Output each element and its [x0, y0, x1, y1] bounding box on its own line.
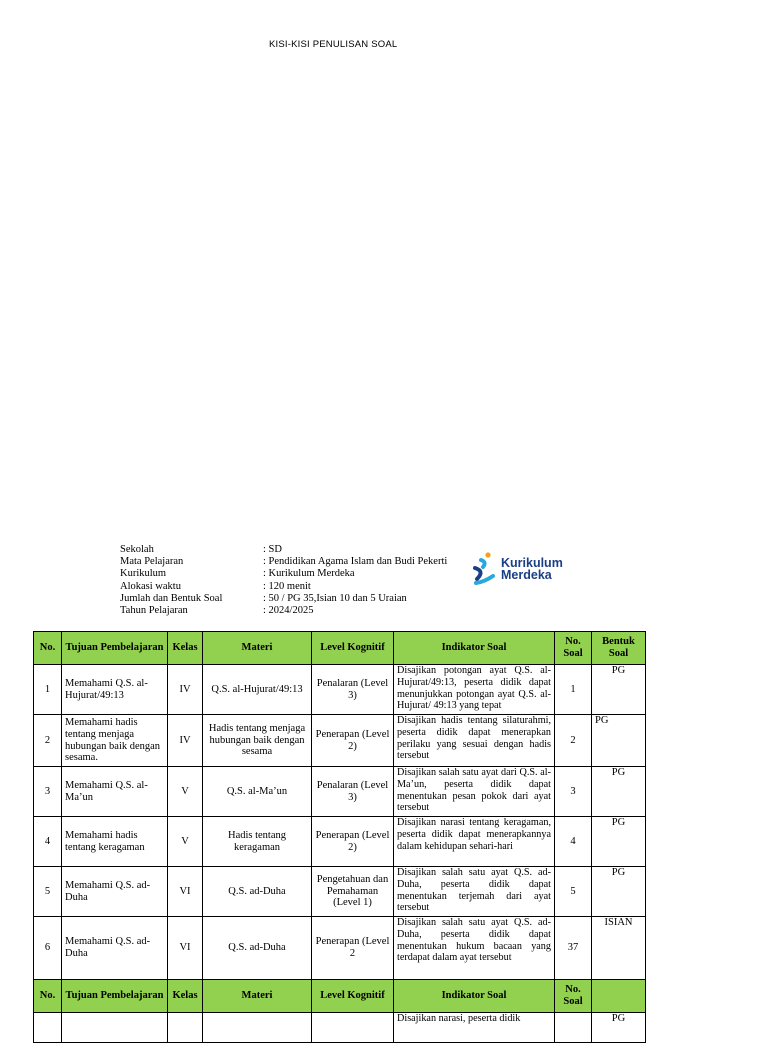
- cell-no-soal: 2: [555, 715, 592, 767]
- cell-materi: Q.S. ad-Duha: [203, 867, 312, 917]
- table-row: [34, 867, 646, 917]
- cell-level: Penalaran (Level 3): [312, 665, 394, 715]
- table-header-row: [34, 632, 646, 665]
- info-label: Sekolah: [120, 544, 154, 555]
- table-row: [34, 767, 646, 817]
- cell-bentuk: PG: [592, 665, 646, 715]
- cell-indikator: Disajikan narasi tentang keragaman, peserta didik dapat menerapkannya dalam kehidupan sehari-hari: [394, 817, 555, 867]
- cell-level: Penerapan (Level 2: [312, 917, 394, 980]
- cell-bentuk: PG: [592, 767, 646, 817]
- cell-tujuan: Memahami Q.S. al-Hujurat/49:13: [62, 665, 168, 715]
- table-row: [34, 917, 646, 980]
- cell-no: [34, 1013, 62, 1043]
- table-row: [34, 715, 646, 767]
- logo-line-merdeka: Merdeka: [501, 568, 552, 582]
- cell-level: [312, 1013, 394, 1043]
- cell-indikator: Disajikan hadis tentang silaturahmi, peserta didik dapat menerapkan perilaku yang sesuai dengan hadis tersebut: [394, 715, 555, 767]
- cell-materi: Q.S. al-Hujurat/49:13: [203, 665, 312, 715]
- cell-materi: Hadis tentang menjaga hubungan baik dengan sesama: [203, 715, 312, 767]
- cell-bentuk: PG: [592, 1013, 646, 1043]
- cell-no-soal: 5: [555, 867, 592, 917]
- cell-kelas: VI: [168, 867, 203, 917]
- cell-no: 2: [34, 715, 62, 767]
- info-value: : 2024/2025: [263, 605, 314, 617]
- header-bentuk: Bentuk Soal: [592, 632, 646, 665]
- cell-no: 3: [34, 767, 62, 817]
- cell-level: Pengetahuan dan Pemahaman (Level 1): [312, 867, 394, 917]
- cell-tujuan: Memahami Q.S. al-Ma’un: [62, 767, 168, 817]
- cell-tujuan: Memahami Q.S. ad-Duha: [62, 867, 168, 917]
- cell-indikator: Disajikan salah satu ayat dari Q.S. al-Ma’un, peserta didik dapat menentukan pesan pokok dari ayat tersebut: [394, 767, 555, 817]
- info-row-sekolah: [120, 544, 447, 556]
- info-label: Tahun Pelajaran: [120, 605, 188, 617]
- info-value: : Kurikulum Merdeka: [263, 568, 355, 580]
- logo-wordmark: [501, 557, 563, 582]
- cell-indikator: Disajikan potongan ayat Q.S. al-Hujurat/49:13, peserta didik dapat menunjukkan potongan ayat Q.S. al-Hujurat/ 49:13 yang tepat: [394, 665, 555, 715]
- info-value: : 50 / PG 35,Isian 10 dan 5 Uraian: [263, 592, 407, 604]
- header-level: Level Kognitif: [312, 632, 394, 665]
- cell-materi: Hadis tentang keragaman: [203, 817, 312, 867]
- cell-no: 6: [34, 917, 62, 980]
- cell-indikator: Disajikan narasi, peserta didik: [394, 1013, 555, 1043]
- cell-materi: Q.S. ad-Duha: [203, 917, 312, 980]
- header-no-soal: No. Soal: [555, 632, 592, 665]
- header-no: No.: [34, 632, 62, 665]
- info-row-alokasi-waktu: [120, 581, 447, 593]
- table-row-partial: [34, 1013, 646, 1043]
- cell-no: 5: [34, 867, 62, 917]
- header-kelas: Kelas: [168, 632, 203, 665]
- cell-tujuan: [62, 1013, 168, 1043]
- cell-no-soal: 1: [555, 665, 592, 715]
- info-label: Alokasi waktu: [120, 580, 181, 592]
- info-value: : Pendidikan Agama Islam dan Budi Pekerti: [263, 556, 448, 568]
- cell-level: Penerapan (Level 2): [312, 715, 394, 767]
- cell-no: 1: [34, 665, 62, 715]
- cell-level: Penalaran (Level 3): [312, 767, 394, 817]
- header-level: Level Kognitif: [312, 980, 394, 1013]
- info-value: : 120 menit: [263, 580, 311, 592]
- cell-tujuan: Memahami Q.S. ad-Duha: [62, 917, 168, 980]
- header-bentuk: [592, 980, 646, 1013]
- cell-materi: Q.S. al-Ma’un: [203, 767, 312, 817]
- cell-no-soal: 3: [555, 767, 592, 817]
- cell-kelas: V: [168, 817, 203, 867]
- header-tujuan: Tujuan Pembelajaran: [62, 632, 168, 665]
- cell-tujuan: Memahami hadis tentang menjaga hubungan baik dengan sesama.: [62, 715, 168, 767]
- cell-no-soal: [555, 1013, 592, 1043]
- table-row: [34, 665, 646, 715]
- cell-bentuk: ISIAN: [592, 917, 646, 980]
- document-title: KISI-KISI PENULISAN SOAL: [269, 39, 398, 50]
- header-materi: Materi: [203, 632, 312, 665]
- cell-kelas: VI: [168, 917, 203, 980]
- kisi-kisi-table: [33, 631, 646, 1043]
- header-no-soal: No. Soal: [555, 980, 592, 1013]
- kurikulum-merdeka-logo: [472, 552, 563, 586]
- cell-kelas: V: [168, 767, 203, 817]
- cell-bentuk: PG: [592, 715, 646, 767]
- cell-indikator: Disajikan salah satu ayat Q.S. ad-Duha, peserta didik dapat menentukan terjemah dari ayat tersebut: [394, 867, 555, 917]
- info-label: Kurikulum: [120, 568, 167, 580]
- info-row-mata-pelajaran: [120, 556, 447, 568]
- cell-tujuan: Memahami hadis tentang keragaman: [62, 817, 168, 867]
- cell-kelas: IV: [168, 715, 203, 767]
- cell-kelas: [168, 1013, 203, 1043]
- cell-indikator: Disajikan salah satu ayat Q.S. ad-Duha, peserta didik dapat menentukan hukum bacaan yang terdapat dalam ayat tersebut: [394, 917, 555, 980]
- logo-line-kurikulum: Kurikulum: [501, 555, 563, 570]
- info-value: : SD: [263, 544, 282, 555]
- cell-bentuk: PG: [592, 817, 646, 867]
- cell-no-soal: 37: [555, 917, 592, 980]
- info-row-tahun-pelajaran: [120, 605, 447, 617]
- cell-no: 4: [34, 817, 62, 867]
- cell-kelas: IV: [168, 665, 203, 715]
- kurikulum-merdeka-logo-icon: [472, 552, 498, 586]
- header-indikator: Indikator Soal: [394, 632, 555, 665]
- info-block: [120, 544, 447, 617]
- header-no: No.: [34, 980, 62, 1013]
- table-row: [34, 817, 646, 867]
- info-label: Jumlah dan Bentuk Soal: [120, 592, 223, 604]
- cell-level: Penerapan (Level 2): [312, 817, 394, 867]
- cell-materi: [203, 1013, 312, 1043]
- cell-bentuk: PG: [592, 867, 646, 917]
- header-kelas: Kelas: [168, 980, 203, 1013]
- header-tujuan: Tujuan Pembelajaran: [62, 980, 168, 1013]
- header-indikator: Indikator Soal: [394, 980, 555, 1013]
- cell-no-soal: 4: [555, 817, 592, 867]
- info-label: Mata Pelajaran: [120, 556, 184, 568]
- table-header-row-repeat: [34, 980, 646, 1013]
- header-materi: Materi: [203, 980, 312, 1013]
- info-row-jumlah-soal: [120, 593, 447, 605]
- info-row-kurikulum: [120, 568, 447, 580]
